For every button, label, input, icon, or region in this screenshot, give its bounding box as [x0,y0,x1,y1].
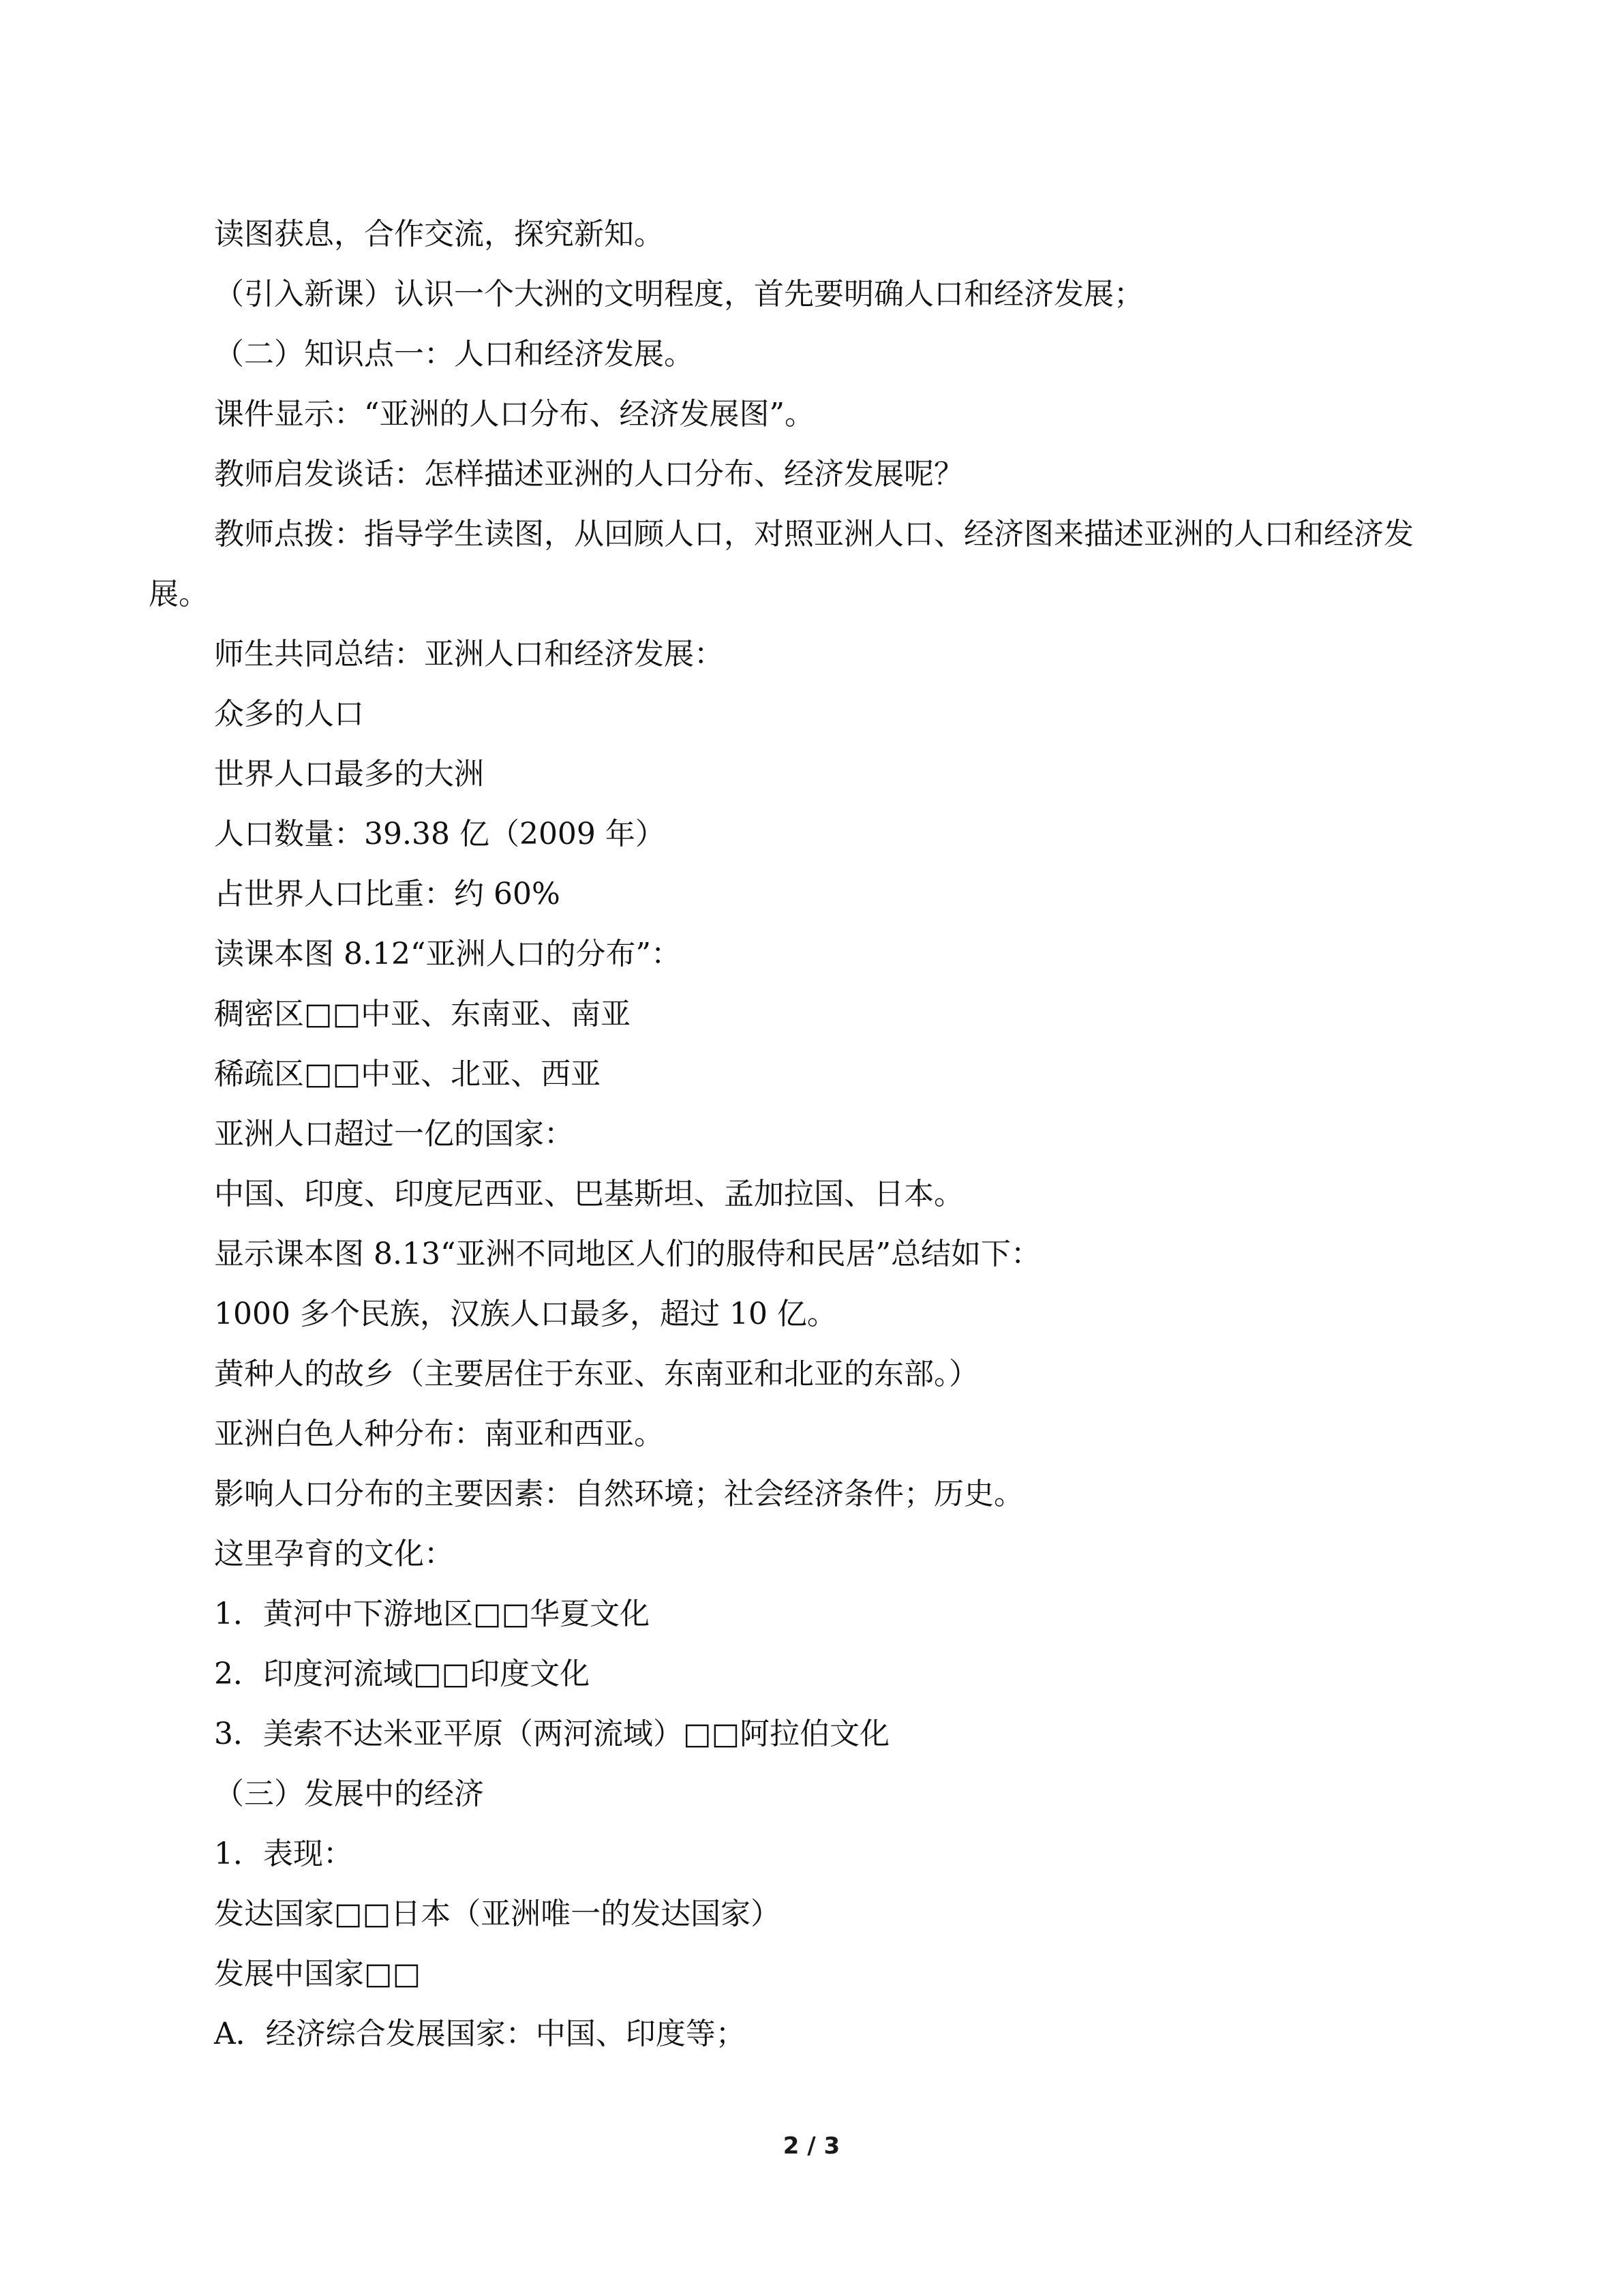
paragraph: 黄种人的故乡（主要居住于东亚、东南亚和北亚的东部。） [214,1357,979,1391]
paragraph: 人口数量：39.38 亿（2009 年） [214,817,665,851]
paragraph: 这里孕育的文化： [214,1537,454,1571]
paragraph: 发达国家□□日本（亚洲唯一的发达国家） [214,1897,781,1931]
paragraph: 1000 多个民族，汉族人口最多，超过 10 亿。 [214,1297,837,1331]
list-item: A．经济综合发展国家：中国、印度等； [214,2016,746,2051]
paragraph: 师生共同总结：亚洲人口和经济发展： [214,637,724,671]
section-heading: （二）知识点一：人口和经济发展。 [214,337,694,372]
paragraph: 稠密区□□中亚、东南亚、南亚 [214,997,631,1031]
list-item: 1．黄河中下游地区□□华夏文化 [214,1597,650,1631]
paragraph: 亚洲白色人种分布：南亚和西亚。 [214,1417,664,1451]
paragraph: 稀疏区□□中亚、北亚、西亚 [214,1057,601,1091]
list-item: 2．印度河流域□□印度文化 [214,1657,590,1691]
page-number: 2 / 3 [783,2132,840,2160]
paragraph: 读课本图 8.12“亚洲人口的分布”： [214,937,681,971]
paragraph: 显示课本图 8.13“亚洲不同地区人们的服侍和民居”总结如下： [214,1237,1041,1271]
paragraph: 世界人口最多的大洲 [214,757,484,791]
paragraph: 课件显示：“亚洲的人口分布、经济发展图”。 [214,397,815,432]
list-item: 3．美索不达米亚平原（两河流域）□□阿拉伯文化 [214,1717,890,1751]
paragraph: 教师启发谈话：怎样描述亚洲的人口分布、经济发展呢？ [214,457,964,492]
paragraph: 读图获息，合作交流，探究新知。 [214,217,664,252]
paragraph: 影响人口分布的主要因素：自然环境；社会经济条件；历史。 [214,1477,1024,1511]
section-heading: （三）发展中的经济 [214,1777,484,1811]
paragraph: 众多的人口 [214,697,364,731]
paragraph: 亚洲人口超过一亿的国家： [214,1117,574,1151]
paragraph: 发展中国家□□ [214,1957,421,1991]
paragraph: 中国、印度、印度尼西亚、巴基斯坦、孟加拉国、日本。 [214,1177,964,1211]
paragraph: 占世界人口比重：约 60% [214,877,560,911]
list-item: 1．表现： [214,1837,353,1871]
document-body [149,205,1471,2064]
paragraph: （引入新课）认识一个大洲的文明程度，首先要明确人口和经济发展； [214,277,1144,312]
paragraph: 教师点拨：指导学生读图，从回顾人口，对照亚洲人口、经济图来描述亚洲的人口和经济发展。 [149,517,1414,611]
